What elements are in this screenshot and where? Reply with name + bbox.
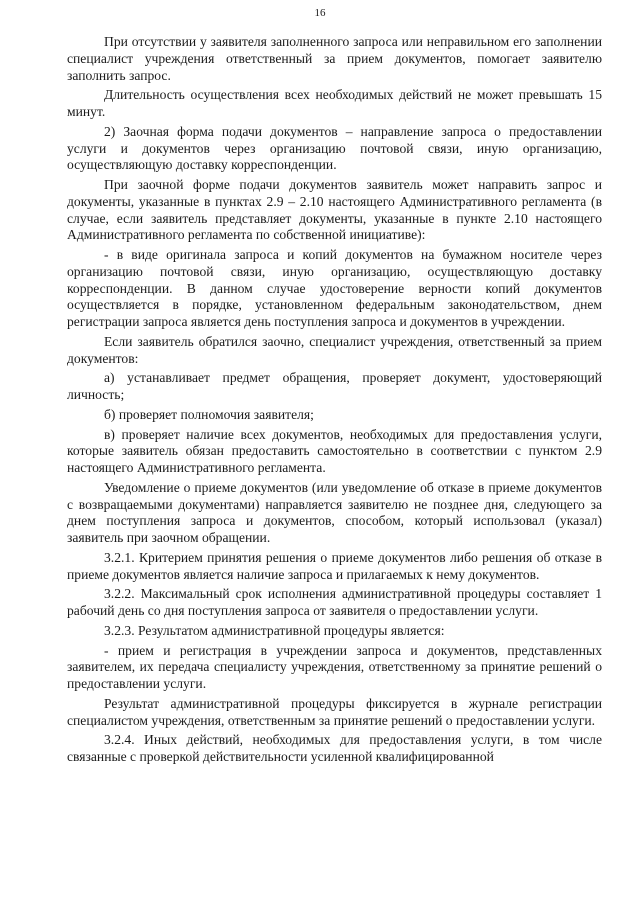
page-number: 16 xyxy=(314,7,326,19)
paragraph: Уведомление о приеме документов (или уведомление об отказе в приеме документов с возвращаемыми документами) направляется заявителю не позднее дня, следующего за днем поступления запроса и документов, способом, который использовал (указал) заявитель при заочном обращении. xyxy=(67,479,602,545)
paragraph: а) устанавливает предмет обращения, проверяет документ, удостоверяющий личность; xyxy=(67,370,602,402)
paragraph: При заочной форме подачи документов заявитель может направить запрос и документы, указанные в пунктах 2.9 – 2.10 настоящего Административного регламента (в случае, если заявитель представляет документы, указанные в пункте 2.10 настоящего Административного регламента по собственной инициативе): xyxy=(67,177,602,243)
paragraph: - в виде оригинала запроса и копий документов на бумажном носителе через организацию почтовой связи, иную организацию, осуществляющую доставку корреспонденции. В данном случае удостоверение верности копий документов осуществляется в порядке, установленном федеральным законодательством, днем регистрации запроса является день поступления запроса и документов в учреждении. xyxy=(67,247,602,329)
paragraph: - прием и регистрация в учреждении запроса и документов, представленных заявителем, их передача специалисту учреждения, ответственному за принятие решений о предоставлении услуги. xyxy=(67,642,602,691)
paragraph: 2) Заочная форма подачи документов – направление запроса о предоставлении услуги и документов через организацию почтовой связи, иную организацию, осуществляющую доставку корреспонденции. xyxy=(67,123,602,173)
paragraph: Если заявитель обратился заочно, специалист учреждения, ответственный за прием документов: xyxy=(67,333,602,366)
paragraph: б) проверяет полномочия заявителя; xyxy=(104,406,314,422)
body-text xyxy=(67,34,602,769)
paragraph: Длительность осуществления всех необходимых действий не может превышать 15 минут. xyxy=(67,87,602,119)
paragraph: При отсутствии у заявителя заполненного запроса или неправильном его заполнении специалист учреждения ответственный за прием документов, помогает заявителю заполнить запрос. xyxy=(67,34,602,83)
paragraph: 3.2.2. Максимальный срок исполнения административной процедуры составляет 1 рабочий день со дня поступления запроса от заявителя о предоставлении услуги. xyxy=(67,586,602,618)
paragraph: Результат административной процедуры фиксируется в журнале регистрации специалистом учреждения, ответственным за принятие решений о предоставлении услуги. xyxy=(67,695,602,728)
paragraph: 3.2.4. Иных действий, необходимых для предоставления услуги, в том числе связанные с проверкой действительности усиленной квалифицированной xyxy=(67,732,602,764)
paragraph: 3.2.3. Результатом административной процедуры является: xyxy=(104,622,445,638)
paragraph: в) проверяет наличие всех документов, необходимых для предоставления услуги, которые заявитель обязан предоставить самостоятельно в соответствии с пунктом 2.9 настоящего Административного регламента. xyxy=(67,426,602,475)
paragraph: 3.2.1. Критерием принятия решения о приеме документов либо решения об отказе в приеме документов является наличие запроса и прилагаемых к нему документов. xyxy=(67,549,602,582)
